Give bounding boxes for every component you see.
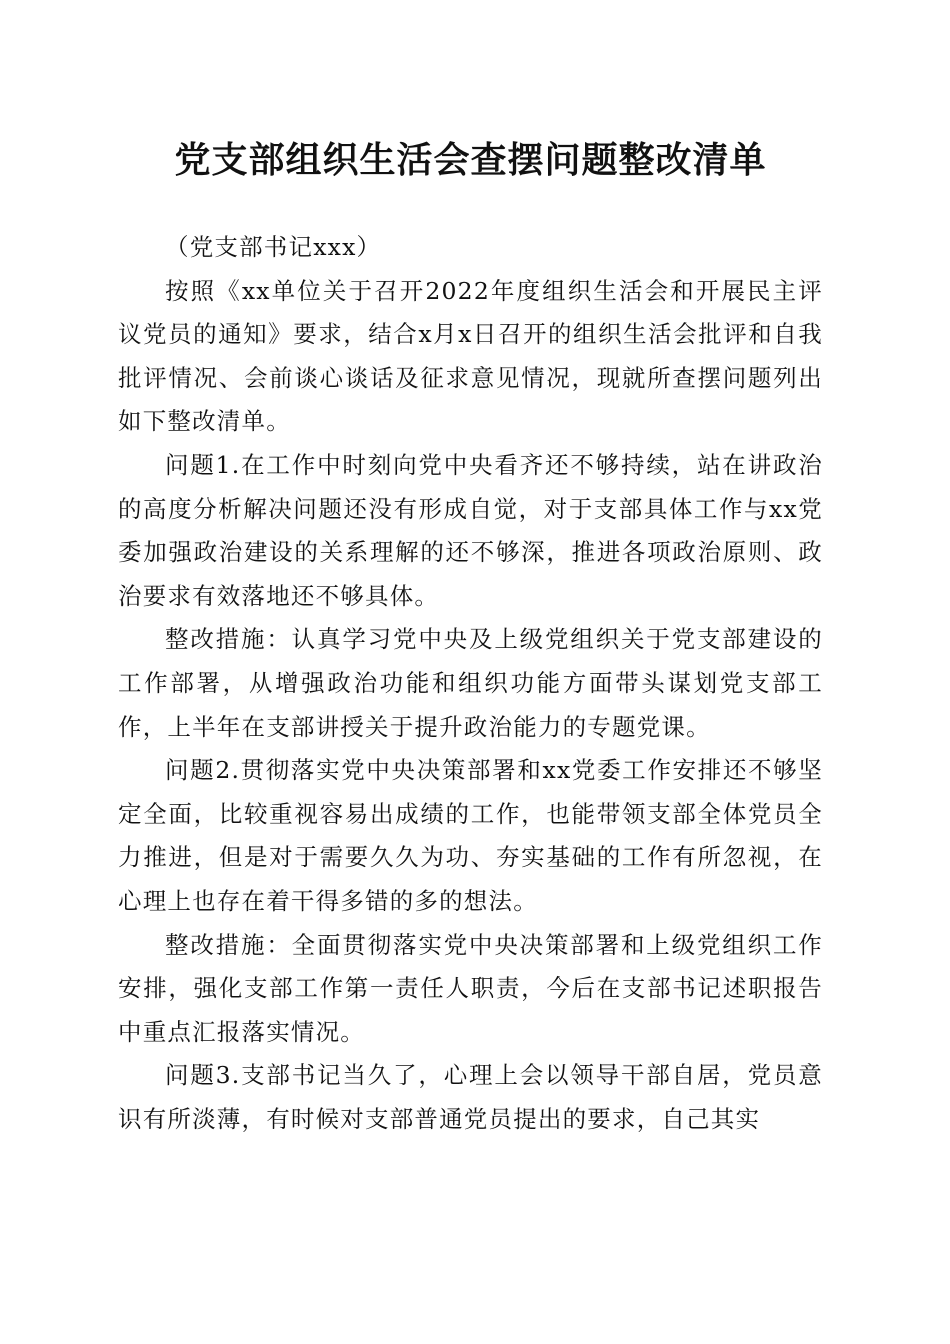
problem-3-paragraph: 问题3.支部书记当久了，心理上会以领导干部自居，党员意识有所淡薄，有时候对支部普通党员提出的要求，自己其实 (118, 1061, 823, 1133)
byline: （党支部书记xxx） (165, 233, 382, 261)
intro-paragraph: 按照《xx单位关于召开2022年度组织生活会和开展民主评议党员的通知》要求，结合x月x日召开的组织生活会批评和自我批评情况、会前谈心谈话及征求意见情况，现就所查摆问题列出如下整改清单。 (118, 276, 823, 436)
document-title: 党支部组织生活会查摆问题整改清单 (174, 139, 767, 181)
problem-1-paragraph: 问题1.在工作中时刻向党中央看齐还不够持续，站在讲政治的高度分析解决问题还没有形成自觉，对于支部具体工作与xx党委加强政治建设的关系理解的还不够深，推进各项政治原则、政治要求有效落地还不够具体。 (118, 450, 823, 610)
measure-1-paragraph: 整改措施：认真学习党中央及上级党组织关于党支部建设的工作部署，从增强政治功能和组织功能方面带头谋划党支部工作，上半年在支部讲授关于提升政治能力的专题党课。 (118, 625, 823, 741)
problem-2-paragraph: 问题2.贯彻落实党中央决策部署和xx党委工作安排还不够坚定全面，比较重视容易出成绩的工作，也能带领支部全体党员全力推进，但是对于需要久久为功、夯实基础的工作有所忽视，在心理上也存在着干得多错的多的想法。 (118, 756, 823, 915)
document-body (118, 226, 823, 1141)
measure-2-paragraph: 整改措施：全面贯彻落实党中央决策部署和上级党组织工作安排，强化支部工作第一责任人职责，今后在支部书记述职报告中重点汇报落实情况。 (118, 930, 823, 1046)
